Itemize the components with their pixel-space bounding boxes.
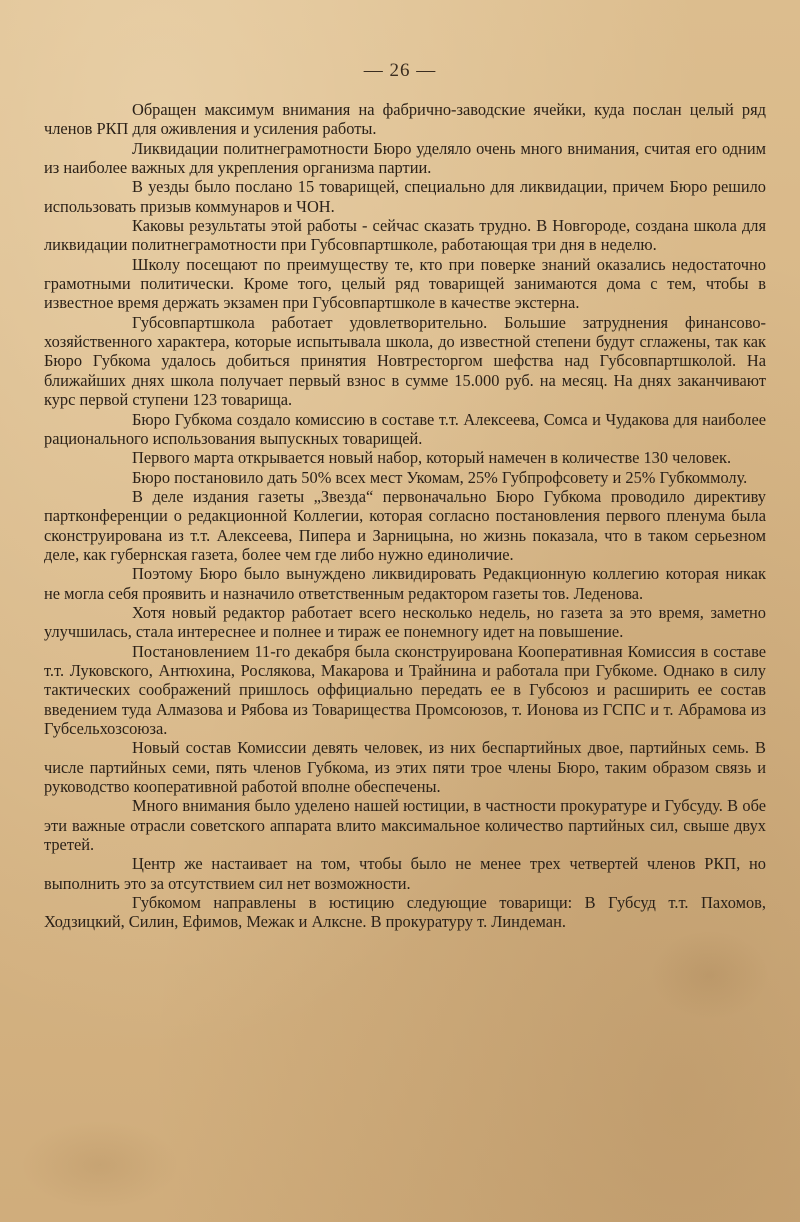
paragraph: Поэтому Бюро было вынуждено ликвидировать Редакционную коллегию которая никак не могла себя проявить и назначило ответственным редактором газеты тов. Леденова. <box>44 564 766 603</box>
paragraph: Много внимания было уделено нашей юстиции, в частности прокуратуре и Губсуду. В обе эти важные отрасли советского аппарата влито максимальное количество партийных сил, свыше двух третей. <box>44 796 766 855</box>
paragraph: Центр же настаивает на том, чтобы было не менее трех четвертей членов РКП, но выполнить это за отсутствием сил нет возможности. <box>44 854 766 893</box>
body-text <box>44 100 766 932</box>
paragraph: В деле издания газеты „Звезда“ первоначально Бюро Губкома проводило директиву партконференции о редакционной Коллегии, которая согласно постановления первого пленума была сконструирована из т.т. Алексеева, Пипера и Зарницына, но жизнь показала, что в таком серьезном деле, как губернская газета, более чем где либо нужно единоличие. <box>44 486 766 564</box>
paragraph: Губкомом направлены в юстицию следующие товарищи: В Губсуд т.т. Пахомов, Ходзицкий, Силин, Ефимов, Межак и Алксне. В прокуратуру т. Линдеман. <box>44 893 766 932</box>
paragraph: Каковы результаты этой работы - сейчас сказать трудно. В Новгороде, создана школа для ликвидации политнеграмотности при Губсовпартшколе, работающая три дня в неделю. <box>44 216 766 255</box>
paragraph: Хотя новый редактор работает всего несколько недель, но газета за это время, заметно улучшилась, стала интереснее и полнее и тираж ее понемногу идет на повышение. <box>44 602 766 642</box>
paragraph: Губсовпартшкола работает удовлетворительно. Большие затруднения финансово-хозяйственного характера, которые испытывала школа, до известной степени будут сглажены, так как Бюро Губкома удалось добиться принятия Новтресторгом шефства над Губсовпартшколой. На ближайших днях школа получает первый взнос в сумме 15.000 руб. на месяц. На днях заканчивают курс первой ступени 123 товарища. <box>44 312 766 410</box>
paragraph: Бюро Губкома создало комиссию в составе т.т. Алексеева, Сомса и Чудакова для наиболее рационального использования выпускных товарищей. <box>44 409 766 448</box>
paragraph: Бюро постановило дать 50% всех мест Укомам, 25% Губпрофсовету и 25% Губкоммолу. <box>132 467 748 487</box>
paper-stain <box>20 1120 180 1210</box>
paragraph: Новый состав Комиссии девять человек, из них беспартийных двое, партийных семь. В числе партийных семи, пять членов Губкома, из этих пяти трое члены Бюро, таким образом связь и руководство кооперативной работой вполне обеспечены. <box>44 738 766 797</box>
paper-stain <box>650 930 770 1020</box>
paragraph: Первого марта открывается новый набор, который намечен в количестве 130 человек. <box>132 448 732 468</box>
page-number: — 26 — <box>363 60 437 81</box>
paragraph: В уезды было послано 15 товарищей, специально для ликвидации, причем Бюро решило использовать призыв коммунаров и ЧОН. <box>44 177 766 216</box>
paragraph: Ликвидации политнеграмотности Бюро уделяло очень много внимания, считая его одним из наиболее важных для укрепления организма партии. <box>44 138 766 178</box>
paragraph: Постановлением 11-го декабря была сконструирована Кооперативная Комиссия в составе т.т. Луковского, Антюхина, Рослякова, Макарова и Трайнина и работала при Губкоме. Однако в силу тактических соображений пришлось оффициально передать ее в Губсоюз и расширить ее состав введением туда Алмазова и Рябова из Товарищества Промсоюзов, т. Ионова из ГСПС и т. Абрамова из Губсельхозсоюза. <box>44 641 766 738</box>
paragraph: Обращен максимум внимания на фабрично-заводские ячейки, куда послан целый ряд членов РКП для оживления и усиления работы. <box>44 100 766 139</box>
paragraph: Школу посещают по преимуществу те, кто при поверке знаний оказались недостаточно грамотными политически. Кроме того, целый ряд товарищей занимаются дома с тем, чтобы в известное время держать экзамен при Губсовпартшколе в качестве экстерна. <box>44 254 766 313</box>
